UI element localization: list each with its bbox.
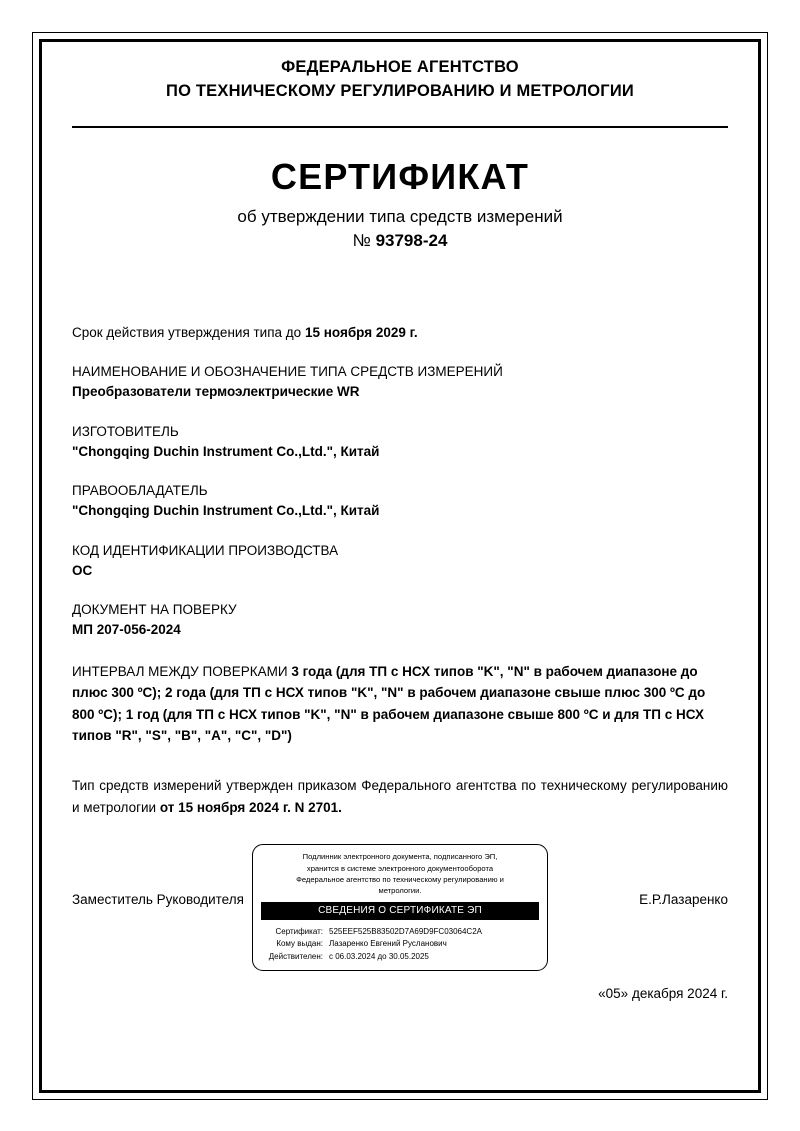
verification-interval-text: 3 года (для ТП с НСХ типов "K", "N" в рабочем диапазоне до плюс 300 ºС); 2 года (для ТП с НСХ типов "K", "N" в рабочем диапазоне свыше плюс 300 ºС до 800 ºС); 1 год (для ТП с НСХ типов "K", "N" в рабочем диапазоне свыше 800 ºС и для ТП с НСХ типов "R", "S", "B", "A", "C", "D") [72, 663, 706, 744]
stamp-key: Сертификат: [275, 926, 323, 936]
electronic-signature-stamp [252, 844, 548, 971]
field-value: Преобразователи термоэлектрические WR [72, 384, 360, 400]
approval-order: от 15 ноября 2024 г. N 2701. [159, 799, 342, 815]
approval-paragraph [72, 775, 728, 818]
field-production-code [72, 541, 728, 582]
field-instrument-name [72, 362, 728, 403]
stamp-details [253, 926, 547, 963]
field-value: OC [72, 562, 93, 578]
certificate-body [72, 323, 728, 1001]
approval-text: Тип средств измерений утвержден приказом Федерального агентства по техническому регулированию и метрологии [72, 777, 728, 815]
stamp-header-line-4: метрологии. [378, 886, 422, 896]
field-manufacturer [72, 422, 728, 463]
document-number [72, 231, 728, 251]
stamp-value: Лазаренко Евгений Русланович [329, 939, 447, 949]
stamp-banner: СВЕДЕНИЯ О СЕРТИФИКАТЕ ЭП [261, 902, 539, 920]
validity-term-label: Срок действия утверждения типа до [72, 324, 302, 340]
stamp-header-text [253, 851, 547, 897]
field-rights-holder [72, 481, 728, 522]
field-value: МП 207-056-2024 [72, 622, 181, 638]
number-value: 93798-24 [375, 230, 448, 250]
stamp-header-line-3: Федеральное агентство по техническому регулированию и [296, 874, 504, 884]
validity-term [72, 323, 728, 343]
page-subtitle: об утверждении типа средств измерений [237, 206, 563, 226]
field-value: "Chongqing Duchin Instrument Co.,Ltd.", Китай [72, 443, 380, 459]
field-label: ПРАВООБЛАДАТЕЛЬ [72, 483, 208, 499]
field-label: ИЗГОТОВИТЕЛЬ [72, 423, 179, 439]
agency-heading [72, 56, 728, 104]
validity-term-date: 15 ноября 2029 г. [304, 324, 418, 340]
page-title: СЕРТИФИКАТ [270, 155, 530, 197]
number-symbol: № [352, 230, 371, 250]
stamp-value: 525EEF525B83502D7A69D9FC03064C2A [329, 926, 482, 936]
verification-interval-label: ИНТЕРВАЛ МЕЖДУ ПОВЕРКАМИ [72, 663, 288, 679]
field-value: "Chongqing Duchin Instrument Co.,Ltd.", Китай [72, 503, 380, 519]
issue-date: «05» декабря 2024 г. [598, 986, 728, 1002]
stamp-value: с 06.03.2024 до 30.05.2025 [329, 951, 429, 961]
signatory-name: Е.Р.Лазаренко [639, 892, 728, 908]
field-label: КОД ИДЕНТИФИКАЦИИ ПРОИЗВОДСТВА [72, 542, 339, 558]
stamp-header-line-1: Подлинник электронного документа, подписанного ЭП, [302, 852, 498, 862]
stamp-row-certificate [263, 926, 547, 938]
stamp-row-valid-period [263, 951, 547, 963]
agency-line-1: ФЕДЕРАЛЬНОЕ АГЕНТСТВО [281, 58, 519, 76]
certificate-content [72, 56, 728, 1001]
stamp-key: Кому выдан: [276, 939, 323, 949]
agency-line-2: ПО ТЕХНИЧЕСКОМУ РЕГУЛИРОВАНИЮ И МЕТРОЛОГИИ [166, 81, 634, 100]
stamp-key: Действителен: [268, 951, 323, 961]
stamp-row-issued-to [263, 938, 547, 950]
signature-row [72, 844, 728, 984]
verification-interval [72, 661, 728, 747]
field-label: ДОКУМЕНТ НА ПОВЕРКУ [72, 602, 237, 618]
field-verification-document [72, 600, 728, 641]
field-label: НАИМЕНОВАНИЕ И ОБОЗНАЧЕНИЕ ТИПА СРЕДСТВ ИЗМЕРЕНИЙ [72, 364, 503, 380]
signatory-position: Заместитель Руководителя [72, 892, 244, 908]
stamp-header-line-2: хранится в системе электронного документооборота [306, 863, 494, 873]
header-divider [72, 126, 728, 128]
